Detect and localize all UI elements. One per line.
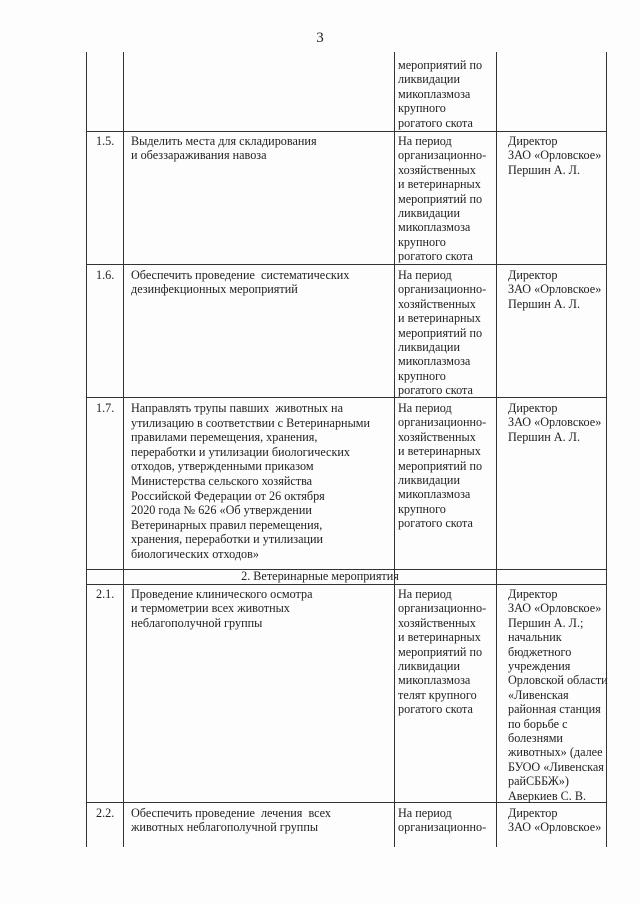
row-divider <box>86 584 606 585</box>
row-number: 2.2. <box>96 806 115 820</box>
table-border-left <box>86 52 87 847</box>
measure-text: Выделить места для складирования и обеззараживания навоза <box>131 134 317 163</box>
responsible-cell: Директор ЗАО «Орловское» Першин А. Л.; начальник бюджетного учреждения Орловской области «Ливенская районная станция по борьбе с болезнями животных» (далее БУОО «Ливенская райСББЖ») Аверкиев С. В. <box>508 587 608 803</box>
term-cell: На период организационно- хозяйственных и ветеринарных мероприятий по ликвидации микоплазмоза крупного рогатого скота <box>398 134 487 264</box>
column-divider-term <box>496 52 497 847</box>
term-cell: На период организационно- хозяйственных и ветеринарных мероприятий по ликвидации микоплазмоза крупного рогатого скота <box>398 401 487 531</box>
row-divider <box>86 264 606 265</box>
page-number: 3 <box>316 30 324 46</box>
responsible-cell: Директор ЗАО «Орловское» <box>508 806 602 835</box>
term-cell: На период организационно- хозяйственных и ветеринарных мероприятий по ликвидации микоплазмоза телят крупного рогатого скота <box>398 587 487 717</box>
measure-text: Проведение клинического осмотра и термометрии всех животных неблагополучной группы <box>131 587 313 630</box>
column-divider-number <box>123 52 124 847</box>
measure-text: Обеспечить проведение лечения всех животных неблагополучной группы <box>131 806 332 835</box>
row-divider <box>86 131 606 132</box>
measure-text: Направлять трупы павших животных на утилизацию в соответствии с Ветеринарными правилами перемещения, хранения, переработки и утилизации биологических отходов, утвержденными приказом Министерства сельского хозяйства Российской Федерации от 26 октября 2020 года № 626 «Об утверждении Ветеринарных правил перемещения, хранения, переработки и утилизации биологических отходов» <box>131 401 370 561</box>
row-number: 1.5. <box>96 134 115 148</box>
row-number: 1.7. <box>96 401 115 415</box>
row-number: 1.6. <box>96 268 115 282</box>
row-number: 2.1. <box>96 587 115 601</box>
responsible-cell: Директор ЗАО «Орловское» Першин А. Л. <box>508 401 602 444</box>
measure-text: Обеспечить проведение систематических дезинфекционных мероприятий <box>131 268 350 297</box>
column-divider-text <box>394 52 395 847</box>
row-divider <box>86 397 606 398</box>
term-cell: На период организационно- хозяйственных и ветеринарных мероприятий по ликвидации микоплазмоза крупного рогатого скота <box>398 268 487 398</box>
responsible-cell: Директор ЗАО «Орловское» Першин А. Л. <box>508 268 602 311</box>
term-cell: На период организационно- <box>398 806 487 835</box>
section-heading: 2. Ветеринарные мероприятия <box>241 569 399 583</box>
responsible-cell: Директор ЗАО «Орловское» Першин А. Л. <box>508 134 602 177</box>
term-cell-continuation: мероприятий по ликвидации микоплазмоза крупного рогатого скота <box>398 58 483 130</box>
